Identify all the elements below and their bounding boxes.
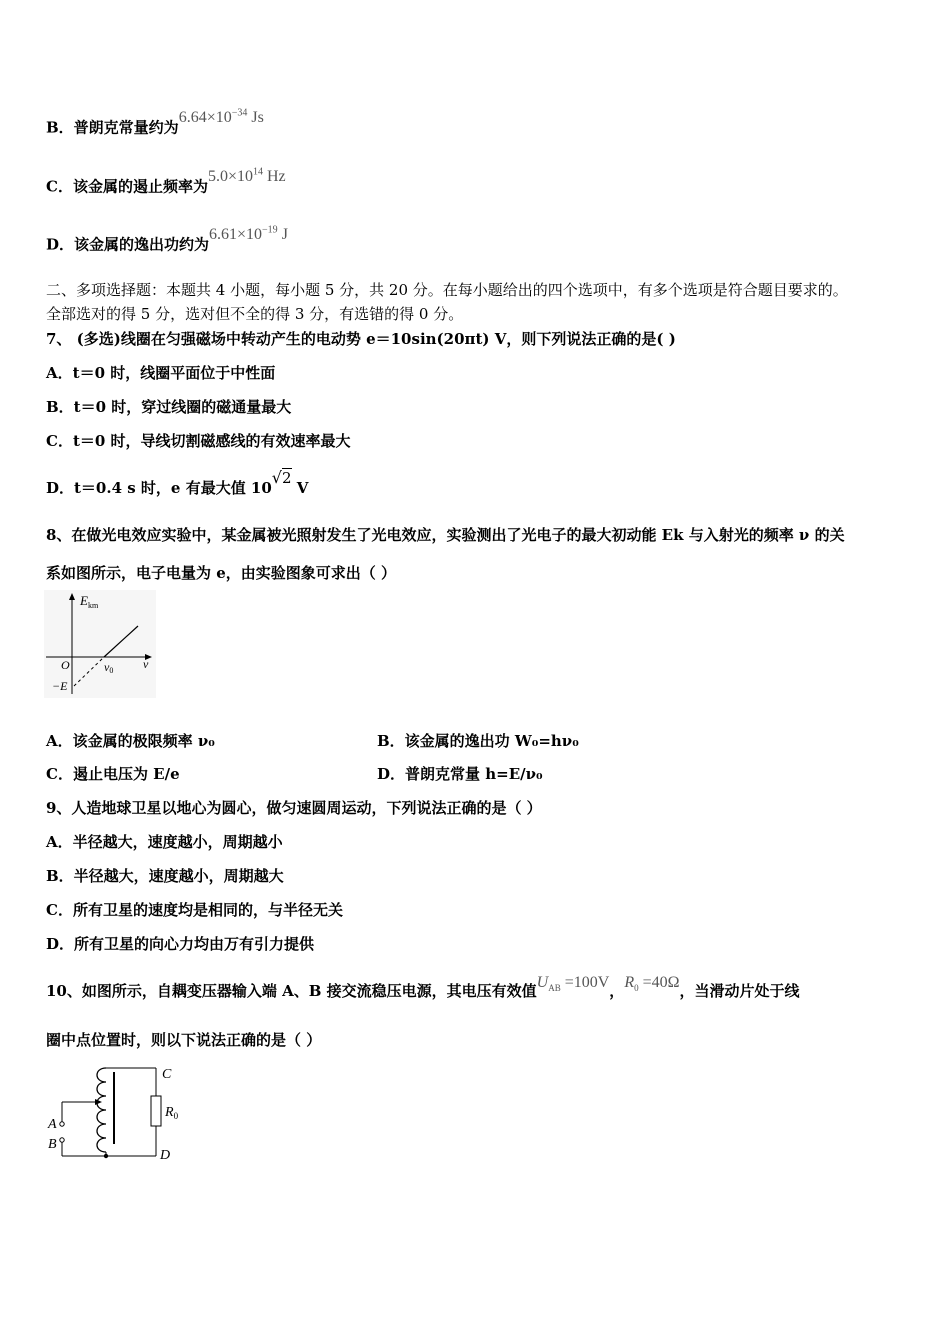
label-r0: $R_0$ [165, 1105, 179, 1121]
resistor-r0 [151, 1096, 161, 1126]
q6-d-formula: $6.61\times 10^{-19}$ J [209, 225, 288, 244]
q10-stem-line1: 10、如图所示，自耦变压器输入端 A、B 接交流稳压电源，其电压有效值$U_{AB} =100V$，$R_0 =40\Omega$，当滑动片处于线 [46, 974, 800, 1000]
q8-option-c: C．遏止电压为 E/e [46, 765, 180, 783]
y-axis-label: $E_{km}$ [80, 593, 99, 610]
q7-option-c: C．t＝0 时，导线切割磁感线的有效速率最大 [46, 432, 351, 450]
terminal-a [60, 1122, 64, 1126]
q7-option-b: B．t＝0 时，穿过线圈的磁通量最大 [46, 398, 292, 416]
section2-line1: 二、多项选择题：本题共 4 小题，每小题 5 分，共 20 分。在每小题给出的四个选项中，有多个选项是符合题目要求的。 [46, 281, 848, 299]
q9-option-a: A．半径越大，速度越小，周期越小 [46, 833, 283, 851]
origin-label: O [61, 658, 70, 672]
q8-option-d: D．普朗克常量 h=E/ν₀ [377, 765, 543, 783]
q6-option-d: D．该金属的逸出功约为$6.61\times 10^{-19}$ J [46, 225, 288, 254]
q6-option-c: C．该金属的遏止频率为$5.0\times 10^{14}$ Hz [46, 167, 286, 196]
label-b: B [48, 1137, 57, 1152]
q7-option-d: D．t＝0.4 s 时，e 有最大值 10√2 V [46, 468, 309, 497]
q6-option-b: B．普朗克常量约为$6.64\times 10^{-34}$ Js [46, 108, 264, 137]
sqrt-two: √2 [271, 468, 292, 487]
q10-formula-uab: $U_{AB} =100V$ [536, 974, 610, 994]
negative-e-label: −E [52, 679, 68, 693]
junction-dot [104, 1154, 108, 1158]
q9-option-c: C．所有卫星的速度均是相同的，与半径无关 [46, 901, 343, 919]
transformer-coil [97, 1068, 106, 1152]
q9-option-b: B．半径越大，速度越小，周期越大 [46, 867, 284, 885]
q9-option-d: D．所有卫星的向心力均由万有引力提供 [46, 935, 315, 953]
label-c: C [162, 1067, 172, 1082]
q8-option-b: B．该金属的逸出功 W₀=hν₀ [377, 732, 579, 750]
x-axis-label: ν [143, 657, 149, 671]
q6-c-formula: $5.0\times 10^{14}$ Hz [207, 167, 286, 186]
q8-ek-v-graph [44, 590, 156, 698]
q10-stem-line2: 圈中点位置时，则以下说法正确的是（ ） [46, 1031, 322, 1049]
label-a: A [48, 1117, 57, 1132]
q6-b-formula: $6.64\times 10^{-34}$ Js [178, 108, 264, 127]
terminal-b [60, 1138, 64, 1142]
q8-option-a: A．该金属的极限频率 ν₀ [46, 732, 215, 750]
q7-stem: 7、 (多选)线圈在匀强磁场中转动产生的电动势 e＝10sin(20πt) V，则下列说法正确的是( ) [46, 330, 676, 348]
v0-label: ν0 [104, 660, 114, 675]
q10-formula-r0: $R_0 =40\Omega$ [624, 974, 680, 994]
q7-option-a: A．t＝0 时，线圈平面位于中性面 [46, 364, 276, 382]
label-d: D [160, 1148, 171, 1163]
q10-autotransformer-circuit [44, 1062, 194, 1166]
section2-line2: 全部选对的得 5 分，选对但不全的得 3 分，有选错的得 0 分。 [46, 305, 464, 323]
q8-stem-line2: 系如图所示，电子电量为 e，由实验图象可求出（ ） [46, 564, 396, 582]
q8-stem-line1: 8、在做光电效应实验中，某金属被光照射发生了光电效应，实验测出了光电子的最大初动能 Ek 与入射光的频率 ν 的关 [46, 526, 845, 544]
q9-stem: 9、人造地球卫星以地心为圆心，做匀速圆周运动，下列说法正确的是（ ） [46, 799, 542, 817]
